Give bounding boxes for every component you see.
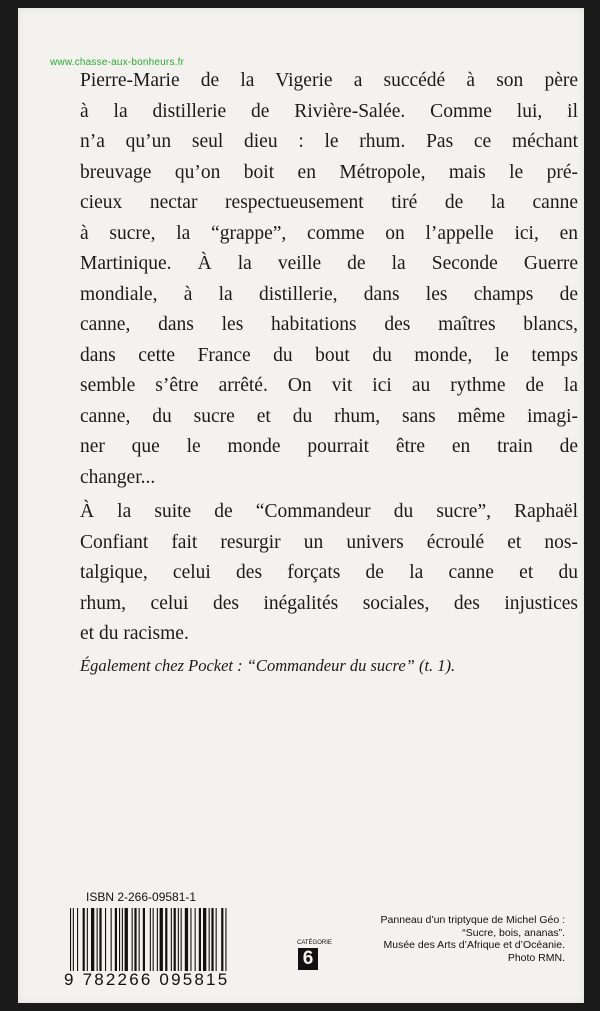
also-available-note: Également chez Pocket : “Commandeur du sucre” (t. 1). — [80, 656, 456, 675]
blurb-line: rhum, celui des inégalités sociales, des injustices — [80, 592, 578, 614]
blurb-line: cieux nectar respectueusement tiré de la canne — [80, 192, 578, 213]
watermark-url: www.chasse-aux-bonheurs.fr — [50, 57, 185, 68]
blurb-line: canne, du sucre et du rhum, sans même imagi- — [80, 405, 578, 427]
blurb-line: semble s’être arrêté. On vit ici au rythme de la — [80, 375, 578, 396]
blurb-line: mondiale, à la distillerie, dans les champs de — [80, 283, 578, 305]
back-cover — [18, 8, 584, 1003]
blurb-line: Pierre-Marie de la Vigerie a succédé à son père — [80, 70, 578, 91]
barcode-digits: 9 782266 095815 — [64, 970, 230, 989]
blurb-line: talgique, celui des forçats de la canne et du — [80, 562, 578, 583]
isbn-number: ISBN 2-266-09581-1 — [86, 890, 197, 904]
barcode-icon — [68, 908, 290, 971]
blurb-line: Confiant fait resurgir un univers écroulé et nos- — [80, 531, 578, 553]
credit-line: Photo RMN. — [507, 951, 565, 964]
blurb-line: À la suite de “Commandeur du sucre”, Raphaël — [80, 501, 578, 522]
blurb — [80, 66, 578, 650]
cover-credits — [360, 914, 565, 964]
blurb-line: et du racisme. — [80, 623, 189, 644]
credit-line: “Sucre, bois, ananas”. — [462, 926, 565, 939]
blurb-line: à la distillerie de Rivière-Salée. Comme lui, il — [80, 100, 578, 122]
category-badge: 6 — [298, 948, 318, 970]
blurb-line: Martinique. À la veille de la Seconde Guerre — [80, 253, 578, 274]
category-label: CATÉGORIE — [297, 940, 332, 946]
blurb-line: canne, dans les habitations des maîtres blancs, — [80, 314, 578, 335]
blurb-line: ner que le monde pourrait être en train de — [80, 436, 578, 457]
credit-line: Musée des Arts d’Afrique et d’Océanie. — [383, 939, 565, 951]
blurb-line: breuvage qu’on boit en Métropole, mais le pré- — [80, 161, 578, 183]
credit-line: Panneau d’un triptyque de Michel Géo : — [380, 914, 565, 926]
blurb-line: changer... — [80, 466, 156, 488]
blurb-line: à sucre, la “grappe”, comme on l’appelle ici, en — [80, 222, 578, 244]
blurb-line: dans cette France du bout du monde, le temps — [80, 344, 578, 366]
blurb-line: n’a qu’un seul dieu : le rhum. Pas ce méchant — [80, 131, 578, 152]
